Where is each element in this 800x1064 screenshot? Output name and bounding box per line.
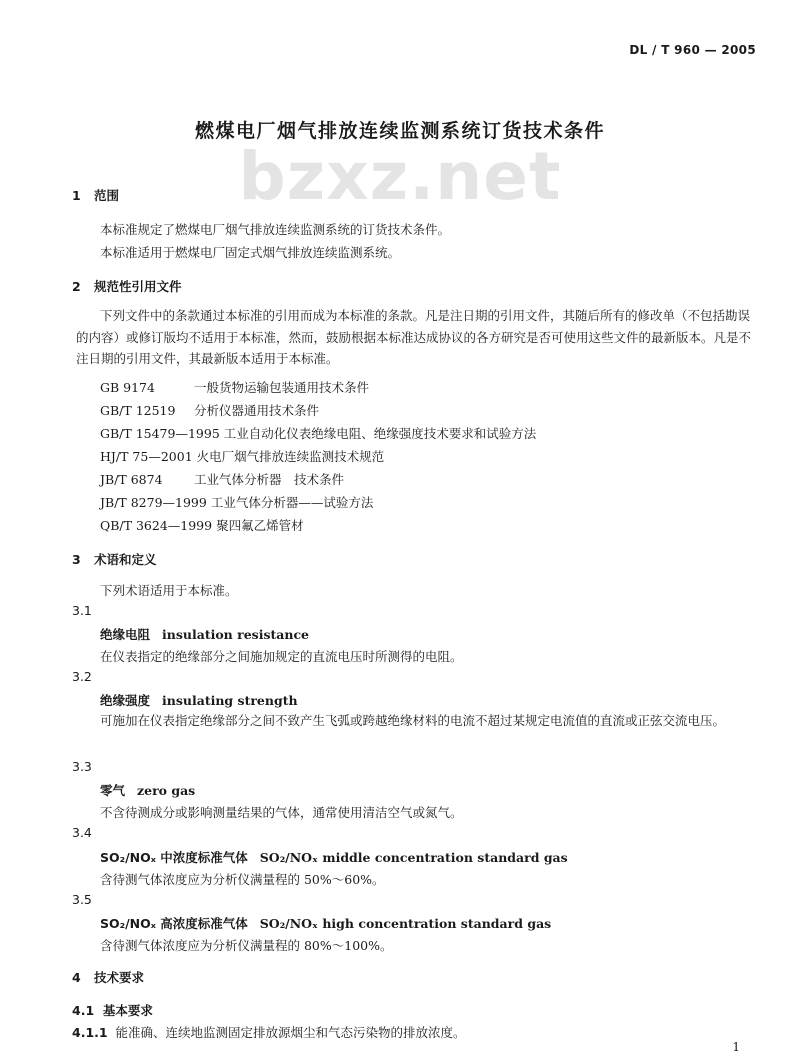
term-zh: SO₂/NOₓ 高浓度标准气体 [100,916,248,931]
reference-title: 工业自动化仪表绝缘电阻、绝缘强度技术要求和试验方法 [223,426,537,441]
section-title: 术语和定义 [94,552,157,567]
term-zh: 绝缘强度 [100,693,151,708]
reference-code: JB/T 6874 [100,472,163,487]
term-definition: 不含待测成分或影响测量结果的气体，通常使用清洁空气或氮气。 [100,805,463,820]
section-title: 技术要求 [94,970,145,985]
section-number: 3 [72,552,81,567]
term-en: zero gas [137,783,196,798]
term-definition: 在仪表指定的绝缘部分之间施加规定的直流电压时所测得的电阻。 [100,649,463,664]
clause-item [72,1023,466,1041]
reference-item [100,447,384,465]
reference-code: GB 9174 [100,380,155,395]
reference-item [100,470,344,488]
reference-title: 一般货物运输包装通用技术条件 [193,380,369,395]
reference-item [100,516,304,534]
subsection-number: 4.1 [72,1003,95,1018]
term-heading [100,848,568,866]
term-zh: 零气 [100,783,126,798]
watermark: bzxz.net [238,138,562,215]
paragraph: 下列文件中的条款通过本标准的引用而成为本标准的条款。凡是注日期的引用文件，其随后所有的修改单（不包括勘误的内容）或修订版均不适用于本标准，然而，鼓励根据本标准达成协议的各方研究是否可使用这些文件的最新版本。凡是不注日期的引用文件，其最新版本适用于本标准。 [76,308,752,366]
standard-code: DL / T 960 — 2005 [629,43,756,57]
term-en: insulation resistance [162,627,310,642]
paragraph: 下列术语适用于本标准。 [100,583,238,598]
term-number: 3.3 [72,759,92,774]
section-number: 1 [72,188,81,203]
reference-code: QB/T 3624—1999 [100,518,213,533]
term-zh: 绝缘电阻 [100,627,151,642]
term-definition: 含待测气体浓度应为分析仪满量程的 50%～60%。 [100,872,385,887]
paragraph: 本标准适用于燃煤电厂固定式烟气排放连续监测系统。 [100,245,401,260]
term-heading [100,691,298,709]
term-en: SO₂/NOₓ high concentration standard gas [259,916,552,931]
term-number: 3.1 [72,603,92,618]
term-definition: 含待测气体浓度应为分析仪满量程的 80%～100%。 [100,938,393,953]
reference-code: HJ/T 75—2001 [100,449,193,464]
reference-title: 分析仪器通用技术条件 [193,403,319,418]
term-heading [100,625,309,643]
term-en: SO₂/NOₓ middle concentration standard gas [259,850,568,865]
term-heading [100,914,551,932]
section-number: 2 [72,279,81,294]
reference-item [100,378,369,396]
clause-text: 能准确、连续地监测固定排放源烟尘和气态污染物的排放浓度。 [115,1025,466,1040]
term-number: 3.4 [72,825,92,840]
reference-title: 工业气体分析器——试验方法 [210,495,374,510]
term-heading [100,781,195,799]
reference-code: GB/T 15479—1995 [100,426,220,441]
clause-number: 4.1.1 [72,1025,108,1040]
reference-item [100,401,319,419]
section-title: 规范性引用文件 [94,279,182,294]
reference-code: GB/T 12519 [100,403,176,418]
reference-title: 火电厂烟气排放连续监测技术规范 [196,449,385,464]
section-4-heading [72,968,144,986]
term-number: 3.5 [72,892,92,907]
term-en: insulating strength [162,693,298,708]
term-number: 3.2 [72,669,92,684]
reference-title: 工业气体分析器 技术条件 [193,472,344,487]
reference-item [100,424,536,442]
subsection-title: 基本要求 [102,1003,153,1018]
paragraph: 本标准规定了燃煤电厂烟气排放连续监测系统的订货技术条件。 [100,222,451,237]
term-definition: 可施加在仪表指定绝缘部分之间不致产生飞弧或跨越绝缘材料的电流不超过某规定电流值的直流或正弦交流电压。 [100,713,726,728]
term-zh: SO₂/NOₓ 中浓度标准气体 [100,850,248,865]
section-3-heading [72,550,157,568]
page-number: 1 [732,1040,740,1054]
document-title: 燃煤电厂烟气排放连续监测系统订货技术条件 [194,120,605,142]
reference-item [100,493,373,511]
subsection-heading [72,1001,153,1019]
section-1-heading [72,186,119,204]
reference-code: JB/T 8279—1999 [100,495,207,510]
section-number: 4 [72,970,81,985]
section-2-heading [72,277,182,295]
reference-title: 聚四氟乙烯管材 [216,518,304,533]
section-title: 范围 [94,188,120,203]
